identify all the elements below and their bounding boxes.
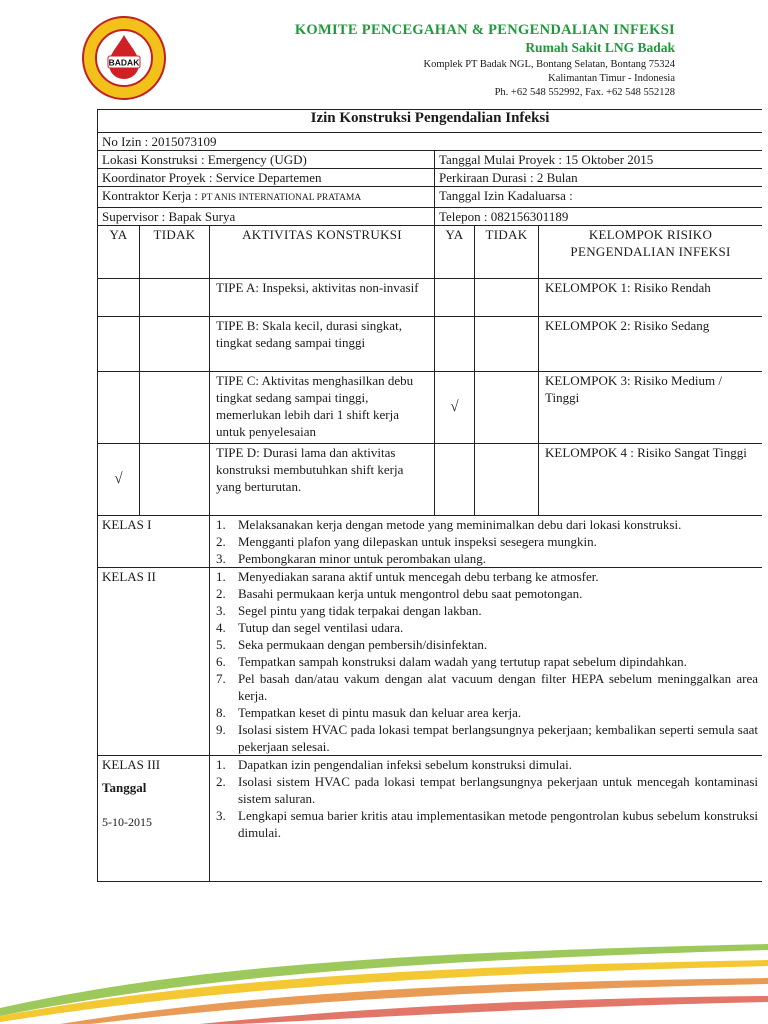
list-item: 2. Isolasi sistem HVAC pada lokasi tempat berlangsungnya pekerjaan untuk mencegah kontaminasi sistem saluran. [216, 774, 759, 806]
col-header-risk-group: KELOMPOK RISIKO PENGENDALIAN INFEKSI [539, 226, 763, 279]
contractor-label: Kontraktor Kerja : [102, 188, 202, 203]
activity-type: TIPE C: Aktivitas menghasilkan debu tingkat sedang sampai tinggi, memerlukan lebih dari 1 shift kerja untuk penyelesaian [210, 372, 435, 444]
footer-swoosh-decoration [0, 930, 768, 1024]
check-cell [98, 317, 140, 372]
class-section-1 [98, 516, 763, 568]
class-label: KELAS II [98, 568, 210, 756]
check-cell [475, 317, 539, 372]
form-title: Izin Konstruksi Pengendalian Infeksi [98, 110, 763, 133]
matrix-row [98, 279, 763, 317]
check-cell [435, 444, 475, 516]
risk-group: KELOMPOK 4 : Risiko Sangat Tinggi [539, 444, 763, 516]
check-cell [98, 279, 140, 317]
list-item: 1. Menyediakan sarana aktif untuk mencegah debu terbang ke atmosfer. [216, 569, 599, 584]
address-line: Komplek PT Badak NGL, Bontang Selatan, Bontang 75324 [423, 59, 675, 70]
list-item: 5. Seka permukaan dengan pembersih/disinfektan. [216, 637, 488, 652]
check-cell [475, 444, 539, 516]
col-header-activity: AKTIVITAS KONSTRUKSI [210, 226, 435, 279]
matrix-row [98, 372, 763, 444]
check-cell [435, 279, 475, 317]
date-label: Tanggal [102, 780, 147, 795]
phone-number: Telepon : 082156301189 [435, 208, 763, 226]
contractor [98, 187, 435, 208]
list-item: 7. Pel basah dan/atau vakum dengan alat vacuum dengan filter HEPA sebelum meninggalkan area kerja. [216, 671, 759, 703]
list-item: 9. Isolasi sistem HVAC pada lokasi tempat berlangsungnya pekerjaan; kembalikan seperti semula saat pekerjaan selesai. [216, 722, 759, 754]
check-cell: √ [435, 372, 475, 444]
permit-number: No Izin : 2015073109 [98, 133, 763, 151]
risk-group: KELOMPOK 2: Risiko Sedang [539, 317, 763, 372]
class-items [210, 756, 763, 882]
contact-line: Ph. +62 548 552992, Fax. +62 548 552128 [494, 87, 675, 98]
class-label-cell [98, 756, 210, 882]
class-label: KELAS I [98, 516, 210, 568]
list-item: 1. Dapatkan izin pengendalian infeksi sebelum konstruksi dimulai. [216, 757, 572, 772]
list-item: 6. Tempatkan sampah konstruksi dalam wadah yang tertutup rapat sebelum dipindahkan. [216, 654, 687, 669]
risk-group: KELOMPOK 1: Risiko Rendah [539, 279, 763, 317]
list-item: 3. Pembongkaran minor untuk perombakan ulang. [216, 551, 487, 566]
class-label: KELAS III [102, 757, 161, 772]
instruction-list [212, 756, 758, 841]
col-header-ya: YA [98, 226, 140, 279]
check-cell [140, 279, 210, 317]
matrix-row [98, 444, 763, 516]
col-header-tidak: TIDAK [475, 226, 539, 279]
instruction-list [212, 568, 758, 755]
project-coordinator: Koordinator Proyek : Service Departemen [98, 169, 435, 187]
check-cell [140, 372, 210, 444]
matrix-row [98, 317, 763, 372]
risk-group: KELOMPOK 3: Risiko Medium / Tinggi [539, 372, 763, 444]
hospital-logo [82, 16, 166, 100]
col-header-tidak: TIDAK [140, 226, 210, 279]
svg-text:BADAK: BADAK [108, 57, 140, 68]
class-section-2 [98, 568, 763, 756]
activity-type: TIPE B: Skala kecil, durasi singkat, tingkat sedang sampai tinggi [210, 317, 435, 372]
activity-type: TIPE A: Inspeksi, aktivitas non-invasif [210, 279, 435, 317]
check-cell [475, 279, 539, 317]
hospital-name: Rumah Sakit LNG Badak [525, 40, 675, 55]
list-item: 1. Melaksanakan kerja dengan metode yang meminimalkan debu dari lokasi konstruksi. [216, 517, 682, 532]
check-cell [98, 372, 140, 444]
list-item: 4. Tutup dan segel ventilasi udara. [216, 620, 404, 635]
list-item: 2. Mengganti plafon yang dilepaskan untuk inspeksi sesegera mungkin. [216, 534, 597, 549]
col-header-ya: YA [435, 226, 475, 279]
contractor-value: PT ANIS INTERNATIONAL PRATAMA [201, 193, 362, 203]
class-items [210, 568, 763, 756]
permit-table [97, 109, 762, 882]
list-item: 2. Basahi permukaan kerja untuk mengontrol debu saat pemotongan. [216, 586, 583, 601]
organization-name: KOMITE PENCEGAHAN & PENGENDALIAN INFEKSI [294, 22, 675, 38]
check-cell: √ [98, 444, 140, 516]
supervisor: Supervisor : Bapak Surya [98, 208, 435, 226]
check-cell [140, 444, 210, 516]
check-cell [435, 317, 475, 372]
check-cell [140, 317, 210, 372]
construction-location: Lokasi Konstruksi : Emergency (UGD) [98, 151, 435, 169]
project-start-date: Tanggal Mulai Proyek : 15 Oktober 2015 [435, 151, 763, 169]
permit-expiry: Tanggal Izin Kadaluarsa : [435, 187, 763, 208]
date-value: 5-10-2015 [102, 815, 152, 829]
instruction-list [212, 516, 758, 567]
letterhead [295, 22, 675, 100]
list-item: 3. Segel pintu yang tidak terpakai dengan lakban. [216, 603, 482, 618]
activity-type: TIPE D: Durasi lama dan aktivitas konstruksi membutuhkan shift kerja yang berturutan. [210, 444, 435, 516]
check-cell [475, 372, 539, 444]
address-line: Kalimantan Timur - Indonesia [548, 73, 675, 84]
estimated-duration: Perkiraan Durasi : 2 Bulan [435, 169, 763, 187]
list-item: 3. Lengkapi semua barier kritis atau implementasikan metode pengontrolan kubus sebelum konstruksi dimulai. [216, 808, 759, 840]
permit-form [97, 109, 762, 885]
class-items [210, 516, 763, 568]
class-section-3 [98, 756, 763, 882]
list-item: 8. Tempatkan keset di pintu masuk dan keluar area kerja. [216, 705, 522, 720]
